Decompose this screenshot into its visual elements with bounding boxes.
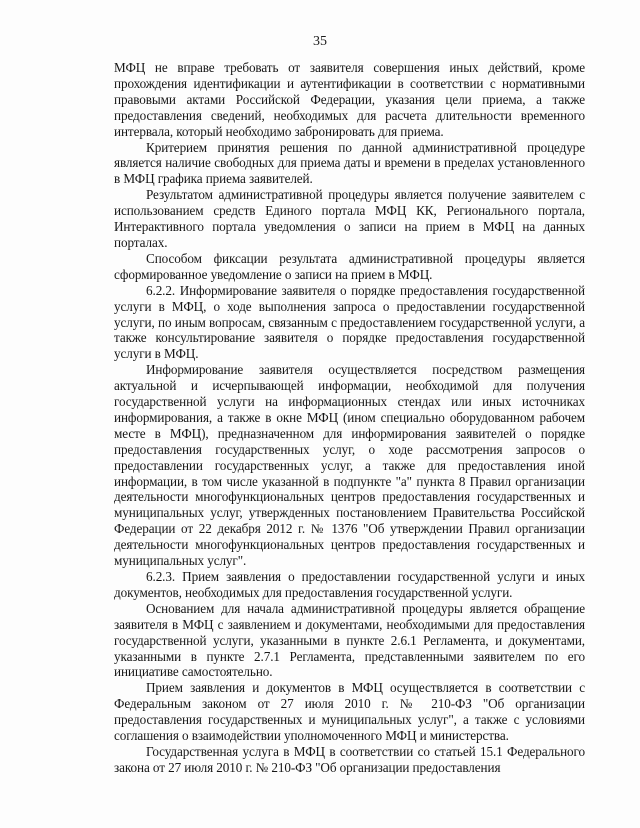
paragraph-7: 6.2.3. Прием заявления о предоставлении государственной услуги и иных документов, необходимых для предоставления государственной услуги. bbox=[114, 569, 585, 600]
paragraph-2: Критерием принятия решения по данной административной процедуре является наличие свободных для приема даты и времени в пределах установленного в МФЦ графика приема заявителей. bbox=[114, 139, 585, 187]
paragraph-6: Информирование заявителя осуществляется посредством размещения актуальной и исчерпывающей информации, необходимой для получения государственной услуги на информационных стендах или иных источниках информирования, а также в окне МФЦ (ином специально оборудованном рабочем месте в МФЦ), предназначенном для информирования заявителей о порядке предоставления государственных услуг, о ходе рассмотрения запросов о предоставлении государственных услуг, а также для предоставления иной информации, в том числе указанной в подпункте "а" пункта 8 Правил организации деятельности многофункциональных центров предоставления государственных и муниципальных услуг, утвержденных постановлением Правительства Российской Федерации от 22 декабря 2012 г. № 1376 "Об утверждении Правил организации деятельности многофункциональных центров предоставления государственных и муниципальных услуг". bbox=[114, 362, 585, 569]
document-body bbox=[114, 60, 585, 776]
paragraph-1: МФЦ не вправе требовать от заявителя совершения иных действий, кроме прохождения идентификации и аутентификации в соответствии с нормативными правовыми актами Российской Федерации, указания цели приема, а также предоставления сведений, необходимых для расчета длительности временного интервала, который необходимо забронировать для приема. bbox=[114, 60, 585, 139]
paragraph-4: Способом фиксации результата административной процедуры является сформированное уведомление о записи на прием в МФЦ. bbox=[114, 250, 585, 282]
paragraph-9: Прием заявления и документов в МФЦ осуществляется в соответствии с Федеральным законом от 27 июля 2010 г. № 210-ФЗ "Об организации предоставления государственных и муниципальных услуг", а также с условиями соглашения о взаимодействии уполномоченного МФЦ и министерства. bbox=[114, 680, 585, 744]
paragraph-3: Результатом административной процедуры является получение заявителем с использованием средств Единого портала МФЦ КК, Регионального портала, Интерактивного портала уведомления о записи на прием в МФЦ на данных порталах. bbox=[114, 187, 585, 250]
paragraph-5: 6.2.2. Информирование заявителя о порядке предоставления государственной услуги в МФЦ, о ходе выполнения запроса о предоставлении государственной услуги, по иным вопросам, связанным с предоставлением государственной услуги, а также консультирование заявителя о порядке предоставления государственной услуги в МФЦ. bbox=[114, 282, 585, 362]
paragraph-10: Государственная услуга в МФЦ в соответствии со статьей 15.1 Федерального закона от 27 июля 2010 г. № 210-ФЗ "Об организации предоставления bbox=[114, 743, 585, 775]
page-number: 35 bbox=[313, 34, 327, 49]
paragraph-8: Основанием для начала административной процедуры является обращение заявителя в МФЦ с заявлением и документами, необходимыми для предоставления государственной услуги, указанными в пункте 2.6.1 Регламента, и документами, указанными в пункте 2.7.1 Регламента, представленными заявителем по его инициативе самостоятельно. bbox=[114, 600, 585, 680]
